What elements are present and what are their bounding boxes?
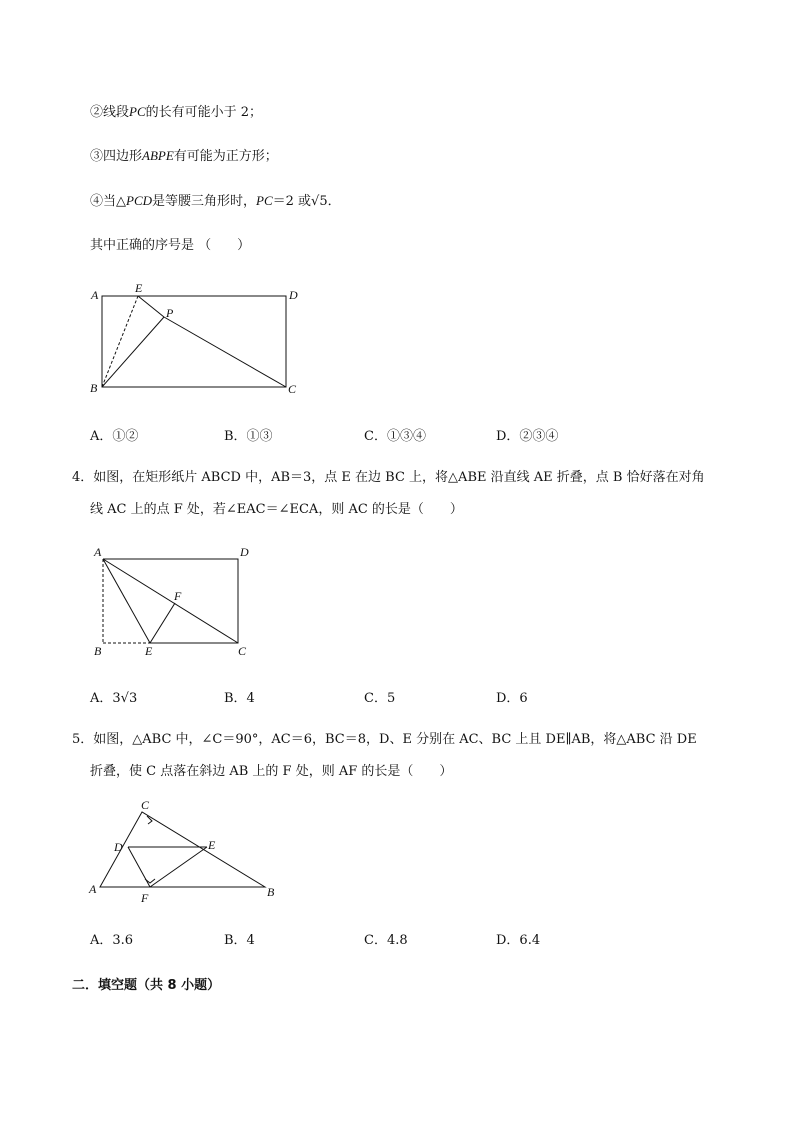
- q3-rectangle: [102, 296, 286, 387]
- q4-stem-line1: 4．如图，在矩形纸片 ABCD 中，AB＝3，点 E 在边 BC 上，将△ABE 沿直线 AE 折叠，点 B 恰好落在对角: [72, 470, 705, 485]
- q3-item4: [90, 193, 341, 210]
- q3-figure: [85, 280, 315, 400]
- q4-label-b: B: [94, 644, 102, 658]
- q5-option-d[interactable]: D．6.4: [496, 933, 541, 948]
- q3-option-b[interactable]: B．①③: [224, 429, 273, 444]
- q3-option-a[interactable]: A．①②: [90, 429, 139, 444]
- q5-option-b[interactable]: B．4: [224, 933, 255, 948]
- q3-label-a: A: [91, 288, 99, 302]
- q5-option-c[interactable]: C．4.8: [364, 933, 408, 948]
- q3-prompt: 其中正确的序号是 （ ）: [90, 238, 251, 253]
- q5-label-e: E: [208, 838, 216, 852]
- q5-label-c: C: [141, 798, 150, 812]
- q4-label-e: E: [145, 644, 153, 658]
- q4-option-c[interactable]: C．5: [364, 691, 396, 706]
- q3-option-d[interactable]: D．②③④: [496, 429, 559, 444]
- q5-segment-ef: [150, 847, 207, 887]
- q5-label-d: D: [114, 840, 123, 854]
- q3-item2-var: PC: [129, 104, 146, 119]
- section-fill-blank-title: 二．填空题（共 8 小题）: [72, 978, 221, 993]
- q4-segment-ef: [150, 603, 175, 643]
- q3-item4-post: ＝2 或√5．: [272, 194, 341, 209]
- q4-stem-line2: 线 AC 上的点 F 处，若∠EAC＝∠ECA，则 AC 的长是（ ）: [90, 502, 463, 517]
- q3-item4-var1: PCD: [126, 193, 152, 208]
- q3-option-c[interactable]: C．①③④: [364, 429, 426, 444]
- q4-option-d[interactable]: D．6: [496, 691, 528, 706]
- q5-option-a[interactable]: A．3.6: [90, 933, 134, 948]
- q3-segment-pc: [164, 317, 286, 387]
- q4-figure: [88, 542, 258, 662]
- q5-stem-line1: 5．如图，△ABC 中，∠C＝90°，AC＝6，BC＝8，D、E 分别在 AC、BC 上且 DE∥AB，将△ABC 沿 DE: [72, 732, 697, 747]
- q4-label-d: D: [240, 545, 249, 559]
- q3-segment-be: [102, 296, 138, 387]
- q3-label-d: D: [289, 288, 298, 302]
- q4-option-a[interactable]: A．3√3: [90, 691, 138, 706]
- q5-label-b: B: [267, 885, 275, 899]
- q5-label-f: F: [141, 891, 149, 905]
- q3-item3-var: ABPE: [142, 148, 174, 163]
- q3-item3-pre: ③四边形: [90, 149, 143, 164]
- q5-label-a: A: [89, 882, 97, 896]
- q4-option-b[interactable]: B．4: [224, 691, 255, 706]
- q4-label-f: F: [174, 589, 182, 603]
- q5-stem-line2: 折叠，使 C 点落在斜边 AB 上的 F 处，则 AF 的长是（ ）: [90, 764, 453, 779]
- q4-segment-ae: [103, 559, 150, 643]
- q3-item2-post: 的长有可能小于 2；: [145, 105, 263, 120]
- q5-triangle-abc: [100, 812, 265, 887]
- q3-segment-bp: [102, 317, 164, 387]
- q3-item3: [90, 148, 278, 165]
- q5-figure: [85, 796, 285, 911]
- q3-item2: [90, 104, 262, 121]
- q3-label-b: B: [90, 381, 98, 395]
- q3-label-p: P: [166, 306, 174, 320]
- q3-item4-pre: ④当△: [90, 194, 126, 209]
- q3-item2-pre: ②线段: [90, 105, 130, 120]
- q3-item4-var2: PC: [256, 193, 273, 208]
- q4-segment-ac: [103, 559, 238, 643]
- q4-label-c: C: [238, 644, 247, 658]
- q3-label-e: E: [135, 281, 143, 295]
- q3-segment-ep: [138, 296, 164, 317]
- q3-item3-post: 有可能为正方形；: [173, 149, 278, 164]
- q3-item4-mid: 是等腰三角形时，: [152, 194, 257, 209]
- q4-label-a: A: [94, 545, 102, 559]
- q3-label-c: C: [288, 382, 297, 396]
